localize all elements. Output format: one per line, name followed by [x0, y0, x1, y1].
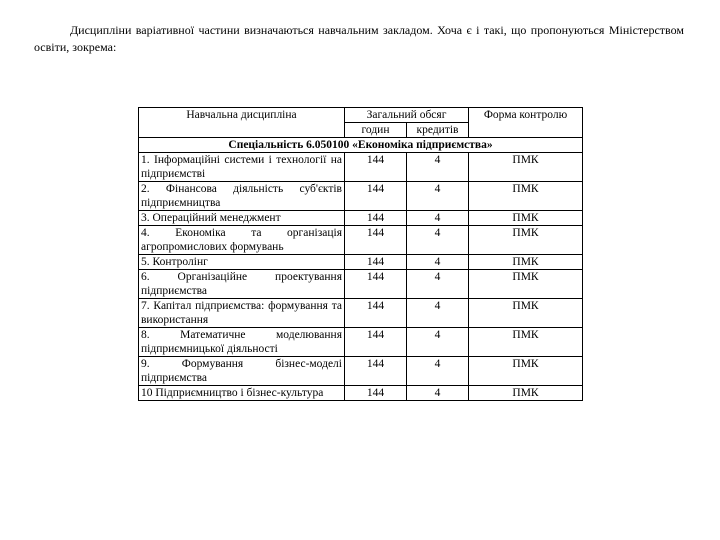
discipline-hours: 144: [345, 211, 407, 226]
discipline-hours: 144: [345, 299, 407, 328]
discipline-credits: 4: [407, 182, 469, 211]
table-row: [139, 255, 583, 270]
discipline-name: 8. Математичне моделювання підприємницької діяльності: [139, 328, 345, 357]
table-row: [139, 299, 583, 328]
header-discipline: Навчальна дисципліна: [139, 108, 345, 138]
discipline-control: ПМК: [469, 299, 583, 328]
discipline-hours: 144: [345, 357, 407, 386]
discipline-credits: 4: [407, 226, 469, 255]
table-row: [139, 211, 583, 226]
discipline-name: 2. Фінансова діяльність суб'єктів підприємництва: [139, 182, 345, 211]
table-header-row: [139, 108, 583, 123]
discipline-hours: 144: [345, 255, 407, 270]
table-row: [139, 270, 583, 299]
discipline-control: ПМК: [469, 255, 583, 270]
table-row: [139, 182, 583, 211]
discipline-name: 4. Економіка та організація агропромислових формувань: [139, 226, 345, 255]
discipline-name: 5. Контролінг: [139, 255, 345, 270]
discipline-credits: 4: [407, 211, 469, 226]
discipline-control: ПМК: [469, 357, 583, 386]
table-row: [139, 328, 583, 357]
table-row: [139, 226, 583, 255]
discipline-name: 9. Формування бізнес-моделі підприємства: [139, 357, 345, 386]
discipline-name: 1. Інформаційні системи і технології на підприємстві: [139, 153, 345, 182]
table-row: [139, 357, 583, 386]
discipline-credits: 4: [407, 328, 469, 357]
discipline-control: ПМК: [469, 226, 583, 255]
discipline-hours: 144: [345, 328, 407, 357]
discipline-name: 6. Організаційне проектування підприємства: [139, 270, 345, 299]
discipline-credits: 4: [407, 270, 469, 299]
discipline-credits: 4: [407, 255, 469, 270]
discipline-credits: 4: [407, 386, 469, 401]
table-row: [139, 386, 583, 401]
discipline-control: ПМК: [469, 211, 583, 226]
discipline-control: ПМК: [469, 328, 583, 357]
discipline-name: 7. Капітал підприємства: формування та використання: [139, 299, 345, 328]
discipline-control: ПМК: [469, 270, 583, 299]
header-credits: кредитів: [407, 123, 469, 138]
discipline-name: 3. Операційний менеджмент: [139, 211, 345, 226]
header-total-volume: Загальний обсяг: [345, 108, 469, 123]
discipline-control: ПМК: [469, 182, 583, 211]
discipline-hours: 144: [345, 153, 407, 182]
discipline-credits: 4: [407, 299, 469, 328]
discipline-credits: 4: [407, 153, 469, 182]
specialty-row: [139, 138, 583, 153]
discipline-credits: 4: [407, 357, 469, 386]
header-hours: годин: [345, 123, 407, 138]
discipline-name: 10 Підприємництво і бізнес-культура: [139, 386, 345, 401]
header-control-form: Форма контролю: [469, 108, 583, 138]
specialty-title: Спеціальність 6.050100 «Економіка підприємства»: [139, 138, 583, 153]
discipline-hours: 144: [345, 182, 407, 211]
discipline-hours: 144: [345, 270, 407, 299]
discipline-control: ПМК: [469, 153, 583, 182]
discipline-hours: 144: [345, 386, 407, 401]
intro-paragraph: Дисципліни варіативної частини визначаються навчальним закладом. Хоча є і такі, що пропонуються Міністерством освіти, зокрема:: [34, 23, 684, 54]
table-row: [139, 153, 583, 182]
discipline-hours: 144: [345, 226, 407, 255]
disciplines-table: [138, 107, 583, 401]
discipline-control: ПМК: [469, 386, 583, 401]
